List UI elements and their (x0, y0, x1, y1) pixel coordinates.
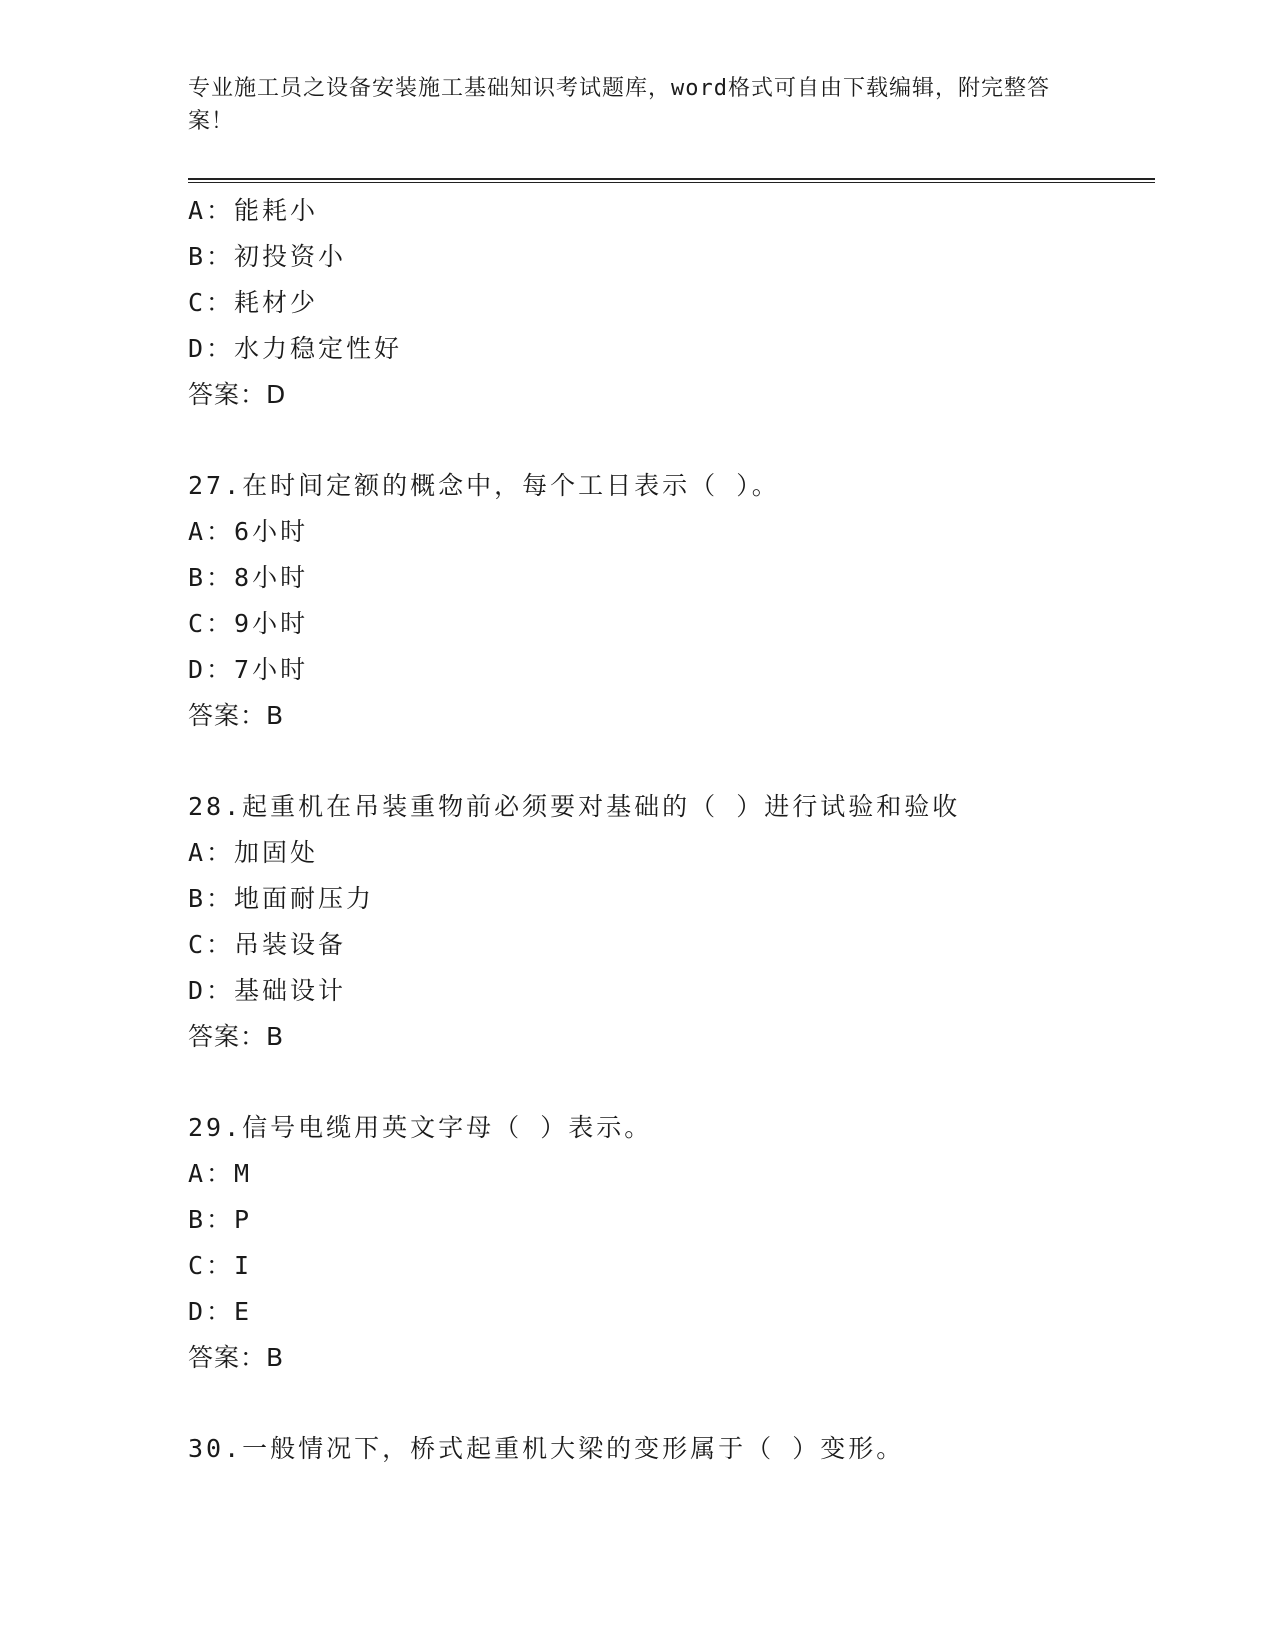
answer-line: 答案：B (188, 1022, 285, 1051)
question-block-27 (188, 463, 1155, 739)
option-d: D：基础设计 (188, 976, 347, 1005)
question-block-28 (188, 784, 1155, 1060)
option-c: C：耗材少 (188, 288, 319, 317)
question-text: 28.起重机在吊装重物前必须要对基础的（ ）进行试验和验收 (188, 792, 961, 821)
answer-line: 答案：B (188, 701, 285, 730)
option-b: B：8小时 (188, 563, 309, 592)
option-c: C：9小时 (188, 609, 309, 638)
answer-line: 答案：D (188, 380, 287, 409)
option-d: D：E (188, 1297, 253, 1326)
header-rule-thin (188, 182, 1155, 183)
document-header: 专业施工员之设备安装施工基础知识考试题库，word格式可自由下载编辑，附完整答案！ (188, 76, 1050, 134)
option-a: A：加固处 (188, 838, 319, 867)
option-c: C：吊装设备 (188, 930, 347, 959)
option-b: B：P (188, 1205, 253, 1234)
option-b: B：初投资小 (188, 242, 347, 271)
option-a: A：能耗小 (188, 196, 319, 225)
question-block-26 (188, 188, 1155, 418)
option-d: D：7小时 (188, 655, 309, 684)
answer-line: 答案：B (188, 1343, 285, 1372)
question-text: 27.在时间定额的概念中，每个工日表示（ ）。 (188, 471, 780, 500)
question-list (188, 188, 1155, 1472)
question-block-29 (188, 1105, 1155, 1381)
header-rule-thick (188, 178, 1155, 180)
question-text: 29.信号电缆用英文字母（ ）表示。 (188, 1113, 653, 1142)
option-a: A：6小时 (188, 517, 309, 546)
option-b: B：地面耐压力 (188, 884, 375, 913)
option-c: C：I (188, 1251, 253, 1280)
option-a: A：M (188, 1159, 253, 1188)
option-d: D：水力稳定性好 (188, 334, 403, 363)
question-block-30 (188, 1426, 1155, 1472)
question-text: 30.一般情况下，桥式起重机大梁的变形属于（ ）变形。 (188, 1434, 905, 1463)
